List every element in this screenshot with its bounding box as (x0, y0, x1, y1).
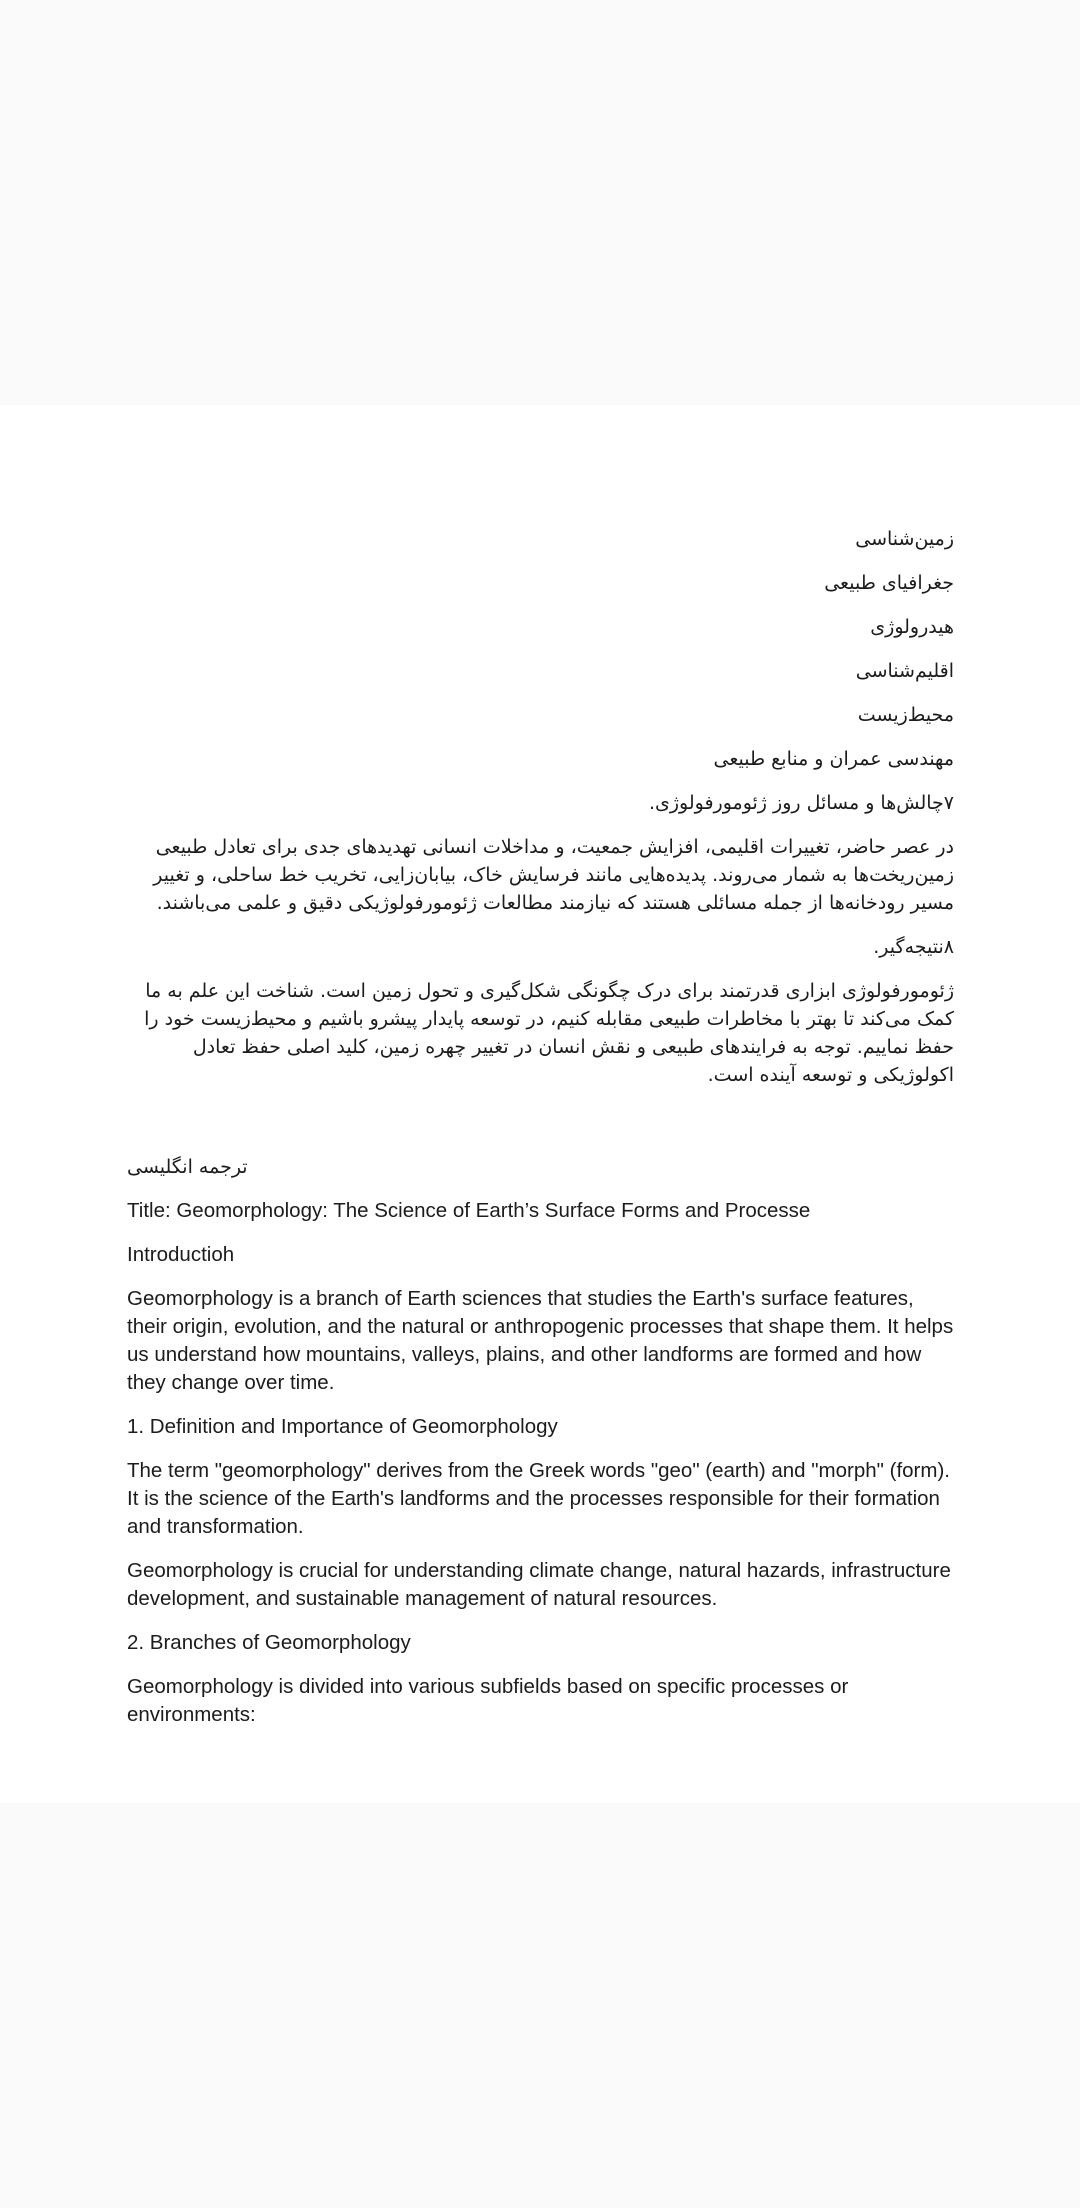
document-page[interactable] (0, 405, 1080, 1803)
section-7-heading: ۷چالش‌ها و مسائل روز ژئومورفولوژی. (648, 792, 954, 814)
viewer-background-top (0, 0, 1080, 405)
list-item: اقلیم‌شناسی (855, 660, 954, 682)
list-item: هیدرولوژی (870, 616, 954, 638)
translation-label: ترجمه انگلیسی (127, 1156, 248, 1178)
section-1-paragraph: Geomorphology is crucial for understanding climate change, natural hazards, infrastructure development, and sustainable management of natural resources. (127, 1559, 951, 1610)
intro-heading: Introductioh (127, 1243, 235, 1266)
intro-paragraph: Geomorphology is a branch of Earth sciences that studies the Earth's surface features, their origin, evolution, and the natural or anthropogenic processes that shape them. It helps us understand how mountains, valleys, plains, and other landforms are formed and how they change over time. (127, 1287, 954, 1394)
list-item: مهندسی عمران و منابع طبیعی (713, 748, 954, 770)
section-spacer (127, 1105, 954, 1153)
list-item: جغرافیای طبیعی (824, 572, 954, 594)
section-2-heading: 2. Branches of Geomorphology (127, 1631, 411, 1654)
english-title: Title: Geomorphology: The Science of Earth’s Surface Forms and Processe (127, 1199, 811, 1222)
section-1-paragraph: The term "geomorphology" derives from the Greek words "geo" (earth) and "morph" (form). It is the science of the Earth's landforms and the processes responsible for their formation and transformation. (127, 1459, 950, 1538)
section-8-paragraph: ژئومورفولوژی ابزاری قدرتمند برای درک چگونگی شکل‌گیری و تحول زمین است. شناخت این علم به ما کمک می‌کند تا بهتر با مخاطرات طبیعی مقابله کنیم، در توسعه پایدار پیشرو باشیم و محیط‌زیست خود را حفظ نماییم. توجه به فرایندهای طبیعی و نقش انسان در تغییر چهره زمین، کلید اصلی حفظ تعادل اکولوژیکی و توسعه آینده است. (144, 980, 954, 1086)
section-2-paragraph: Geomorphology is divided into various subfields based on specific processes or environments: (127, 1675, 849, 1726)
section-1-heading: 1. Definition and Importance of Geomorphology (127, 1415, 558, 1438)
list-item: زمین‌شناسی (855, 528, 954, 550)
document-content (127, 525, 954, 1745)
section-8-heading: ۸نتیجه‌گیر. (873, 936, 954, 958)
section-7-paragraph: در عصر حاضر، تغییرات اقلیمی، افزایش جمعیت، و مداخلات انسانی تهدیدهای جدی برای تعادل طبیعی زمین‌ریخت‌ها به شمار می‌روند. پدیده‌هایی مانند فرسایش خاک، بیابان‌زایی، تخریب خط ساحلی، و تغییر مسیر رودخانه‌ها از جمله مسائلی هستند که نیازمند مطالعات ژئومورفولوژیکی دقیق و علمی می‌باشند. (153, 836, 954, 914)
viewer-background-bottom (0, 1803, 1080, 2208)
list-item: محیط‌زیست (857, 704, 954, 726)
